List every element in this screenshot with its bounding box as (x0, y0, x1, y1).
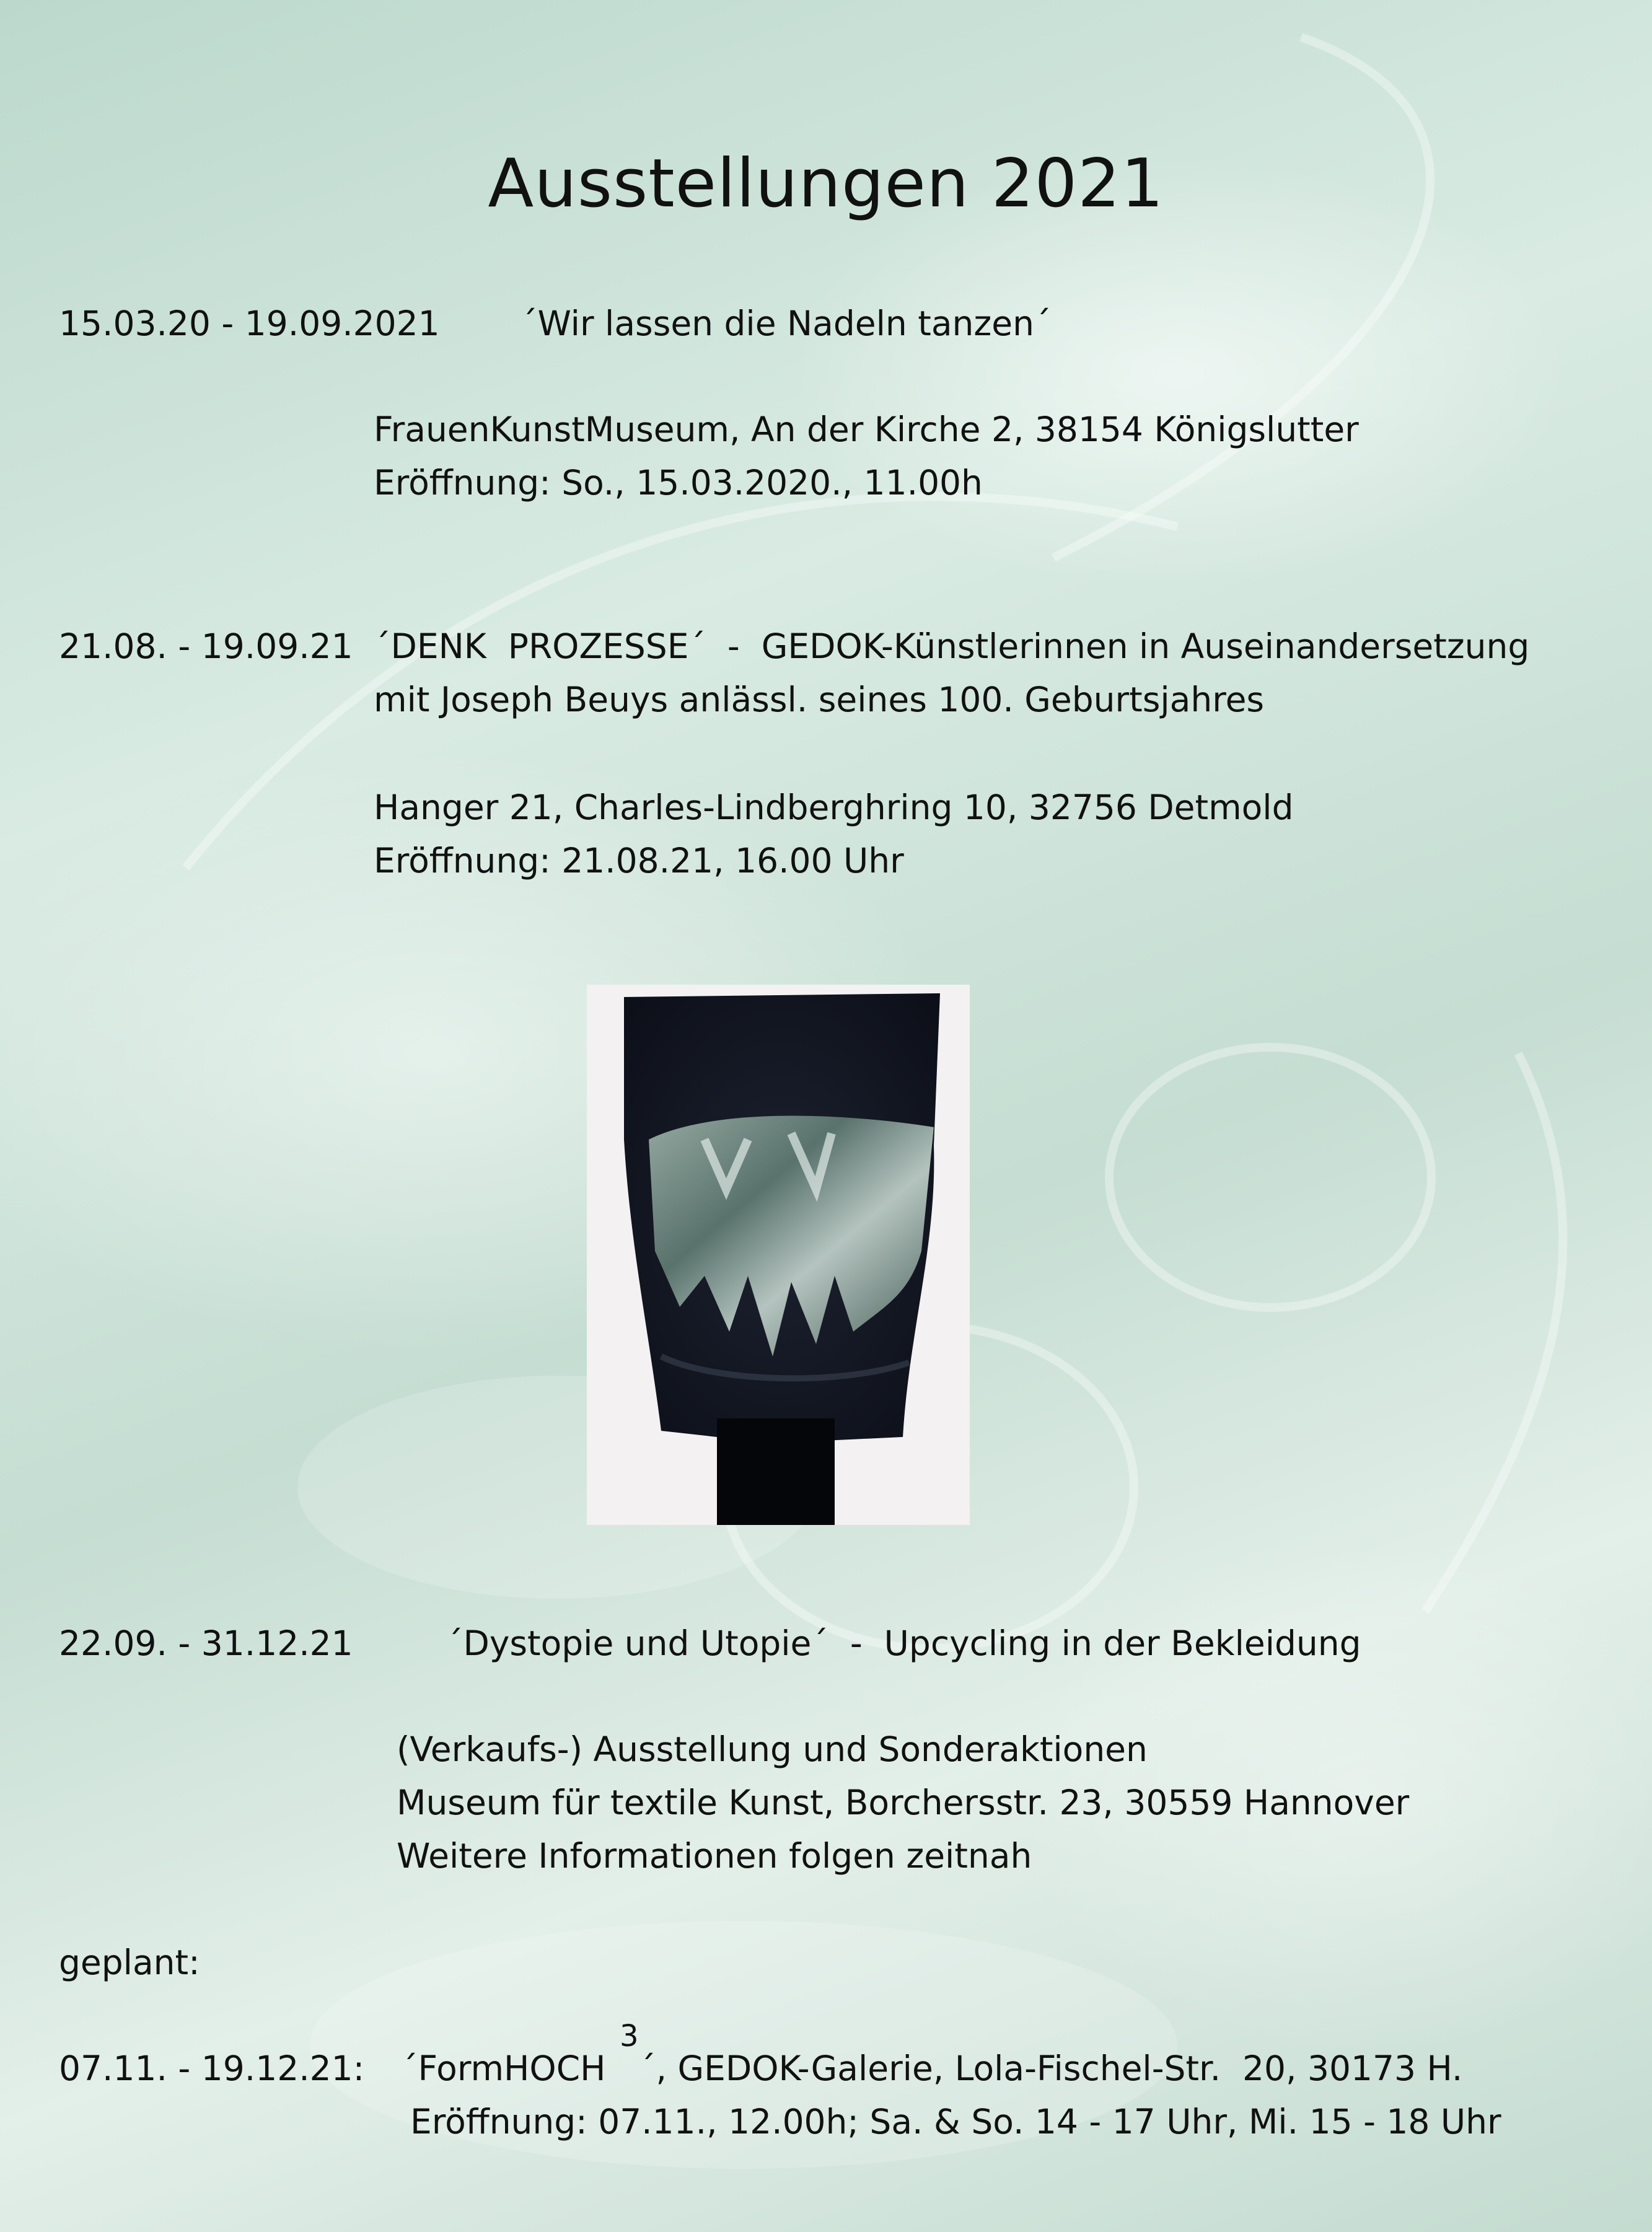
exhibition-1-venue: FrauenKunstMuseum, An der Kirche 2, 38154 Königslutter (374, 410, 1359, 449)
exhibition-3-title: ´Dystopie und Utopie´ - Upcycling in der Bekleidung (446, 1623, 1361, 1663)
artwork-photo (587, 985, 970, 1525)
exhibition-2-title: ´DENK PROZESSE´ - GEDOK-Künstlerinnen in Auseinandersetzung (374, 626, 1530, 666)
planned-opening: Eröffnung: 07.11., 12.00h; Sa. & So. 14 - 17 Uhr, Mi. 15 - 18 Uhr (410, 2102, 1501, 2142)
page-title: Ausstellungen 2021 (488, 145, 1164, 223)
exhibition-1-title: ´Wir lassen die Nadeln tanzen´ (521, 304, 1052, 343)
exhibition-2-dates: 21.08. - 19.09.21 (59, 626, 353, 666)
exhibition-2-opening: Eröffnung: 21.08.21, 16.00 Uhr (374, 841, 904, 881)
planned-title-rest: ´, GEDOK-Galerie, Lola-Fischel-Str. 20, 30173 H. (639, 2049, 1463, 2088)
exhibition-2-venue: Hanger 21, Charles-Lindberghring 10, 32756 Detmold (374, 788, 1294, 827)
exhibition-1-dates: 15.03.20 - 19.09.2021 (59, 304, 440, 343)
planned-label: geplant: (59, 1943, 200, 1982)
planned-dates: 07.11. - 19.12.21: (59, 2049, 365, 2088)
exhibition-1-opening: Eröffnung: So., 15.03.2020., 11.00h (374, 463, 983, 503)
planned-title-start: ´FormHOCH (401, 2049, 606, 2088)
exhibition-3-info: (Verkaufs-) Ausstellung und Sonderaktionen (397, 1729, 1148, 1769)
exhibition-3-note: Weitere Informationen folgen zeitnah (397, 1836, 1032, 1876)
planned-title-superscript: 3 (620, 2019, 639, 2054)
exhibition-3-dates: 22.09. - 31.12.21 (59, 1623, 353, 1663)
exhibition-3-venue: Museum für textile Kunst, Borchersstr. 23, 30559 Hannover (397, 1783, 1410, 1822)
exhibition-2-subtitle: mit Joseph Beuys anlässl. seines 100. Geburtsjahres (374, 680, 1265, 719)
